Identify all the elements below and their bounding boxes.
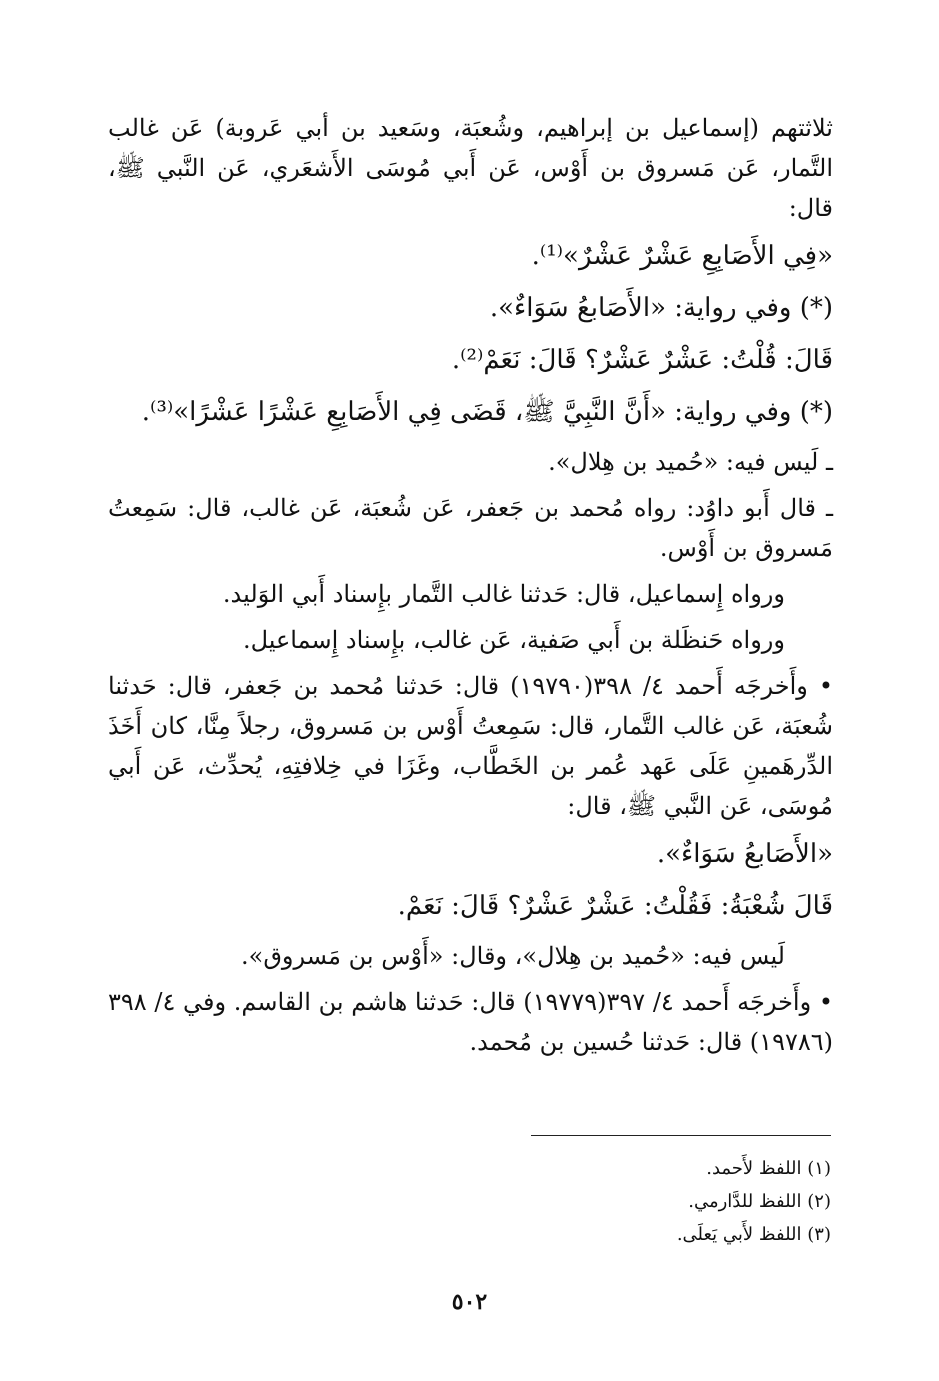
- question-answer: قَالَ: قُلْتُ: عَشْرٌ عَشْرٌ؟ قَالَ: نَعَمْ⁽²⁾.: [451, 345, 833, 375]
- abu-dawud-note: ـ قال أَبو داوُد: رواه مُحمد بن جَعفر، عَن شُعبَة، عَن غالب، قال: سَمِعتُ مَسروق بن أَوْس.: [108, 494, 833, 562]
- narration-ismail: ورواه إِسماعيل، قال: حَدثنا غالب التَّمار بإِسناد أَبي الوَليد.: [222, 580, 785, 608]
- note-missing-narrator-2: لَيس فيه: «حُميد بن هِلال»، وقال: «أَوْس بن مَسروق».: [241, 942, 785, 970]
- footnote-2: (٢) اللفظ للدَّارمي.: [688, 1191, 831, 1212]
- note-missing-narrator: ـ لَيس فيه: «حُميد بن هِلال».: [548, 448, 833, 476]
- page-number: ٥٠٢: [451, 1289, 488, 1315]
- footnote-divider: [531, 1135, 831, 1136]
- variant-narration-2: (*) وفي رواية: «أَنَّ النَّبِيَّ ﷺ، قَضَى فِي الأَصَابِعِ عَشْرًا عَشْرًا»⁽³⁾.: [141, 397, 833, 427]
- paragraph-chain-of-narration: ثلاثتهم (إسماعيل بن إبراهيم، وشُعبَة، وسَعيد بن أبي عَروبة) عَن غالب التَّمار، عَن مَسروق بن أَوْس، عَن أَبي مُوسَى الأَشعَري، عَن النَّبي ﷺ، قال:: [108, 114, 833, 222]
- hadith-text: «فِي الأَصَابِعِ عَشْرٌ عَشْرٌ»⁽¹⁾.: [531, 241, 833, 271]
- main-text-body: [108, 108, 833, 1068]
- variant-narration-1: (*) وفي رواية: «الأَصَابعُ سَوَاءٌ».: [489, 293, 833, 323]
- ahmad-takhrij-1: • وأَخرجَه أَحمد ٤/ ٣٩٨(١٩٧٩٠) قال: حَدثنا مُحمد بن جَعفر، قال: حَدثنا شُعبَة، عَن غالب التَّمار، قال: سَمِعتُ أَوْس بن مَسروق، رجلاً مِنَّا، كان أَخَذَ الدِّرهَمينِ عَلَى عَهد عُمر بن الخَطَّاب، وغَزَا في خِلافتِهِ، يُحدِّث، عَن أَبي مُوسَى، عَن النَّبي ﷺ، قال:: [108, 672, 834, 820]
- hadith-text-2: «الأَصَابعُ سَوَاءٌ».: [656, 839, 833, 869]
- footnote-1: (١) اللفظ لأَحمد.: [706, 1158, 831, 1179]
- ahmad-takhrij-2: • وأَخرجَه أَحمد ٤/ ٣٩٧(١٩٧٧٩) قال: حَدثنا هاشم بن القاسم. وفي ٤/ ٣٩٨ (١٩٧٨٦) قال: حَدثنا حُسين بن مُحمد.: [108, 988, 834, 1056]
- narration-hanzala: ورواه حَنظَلة بن أَبي صَفية، عَن غالب، بإِسناد إِسماعيل.: [242, 626, 785, 654]
- shuba-question-answer: قَالَ شُعْبَةُ: فَقُلْتُ: عَشْرٌ عَشْرٌ؟ قَالَ: نَعَمْ.: [397, 891, 833, 921]
- footnotes: [108, 1152, 831, 1251]
- footnote-3: (٣) اللفظ لأَبي يَعلَى.: [676, 1224, 831, 1245]
